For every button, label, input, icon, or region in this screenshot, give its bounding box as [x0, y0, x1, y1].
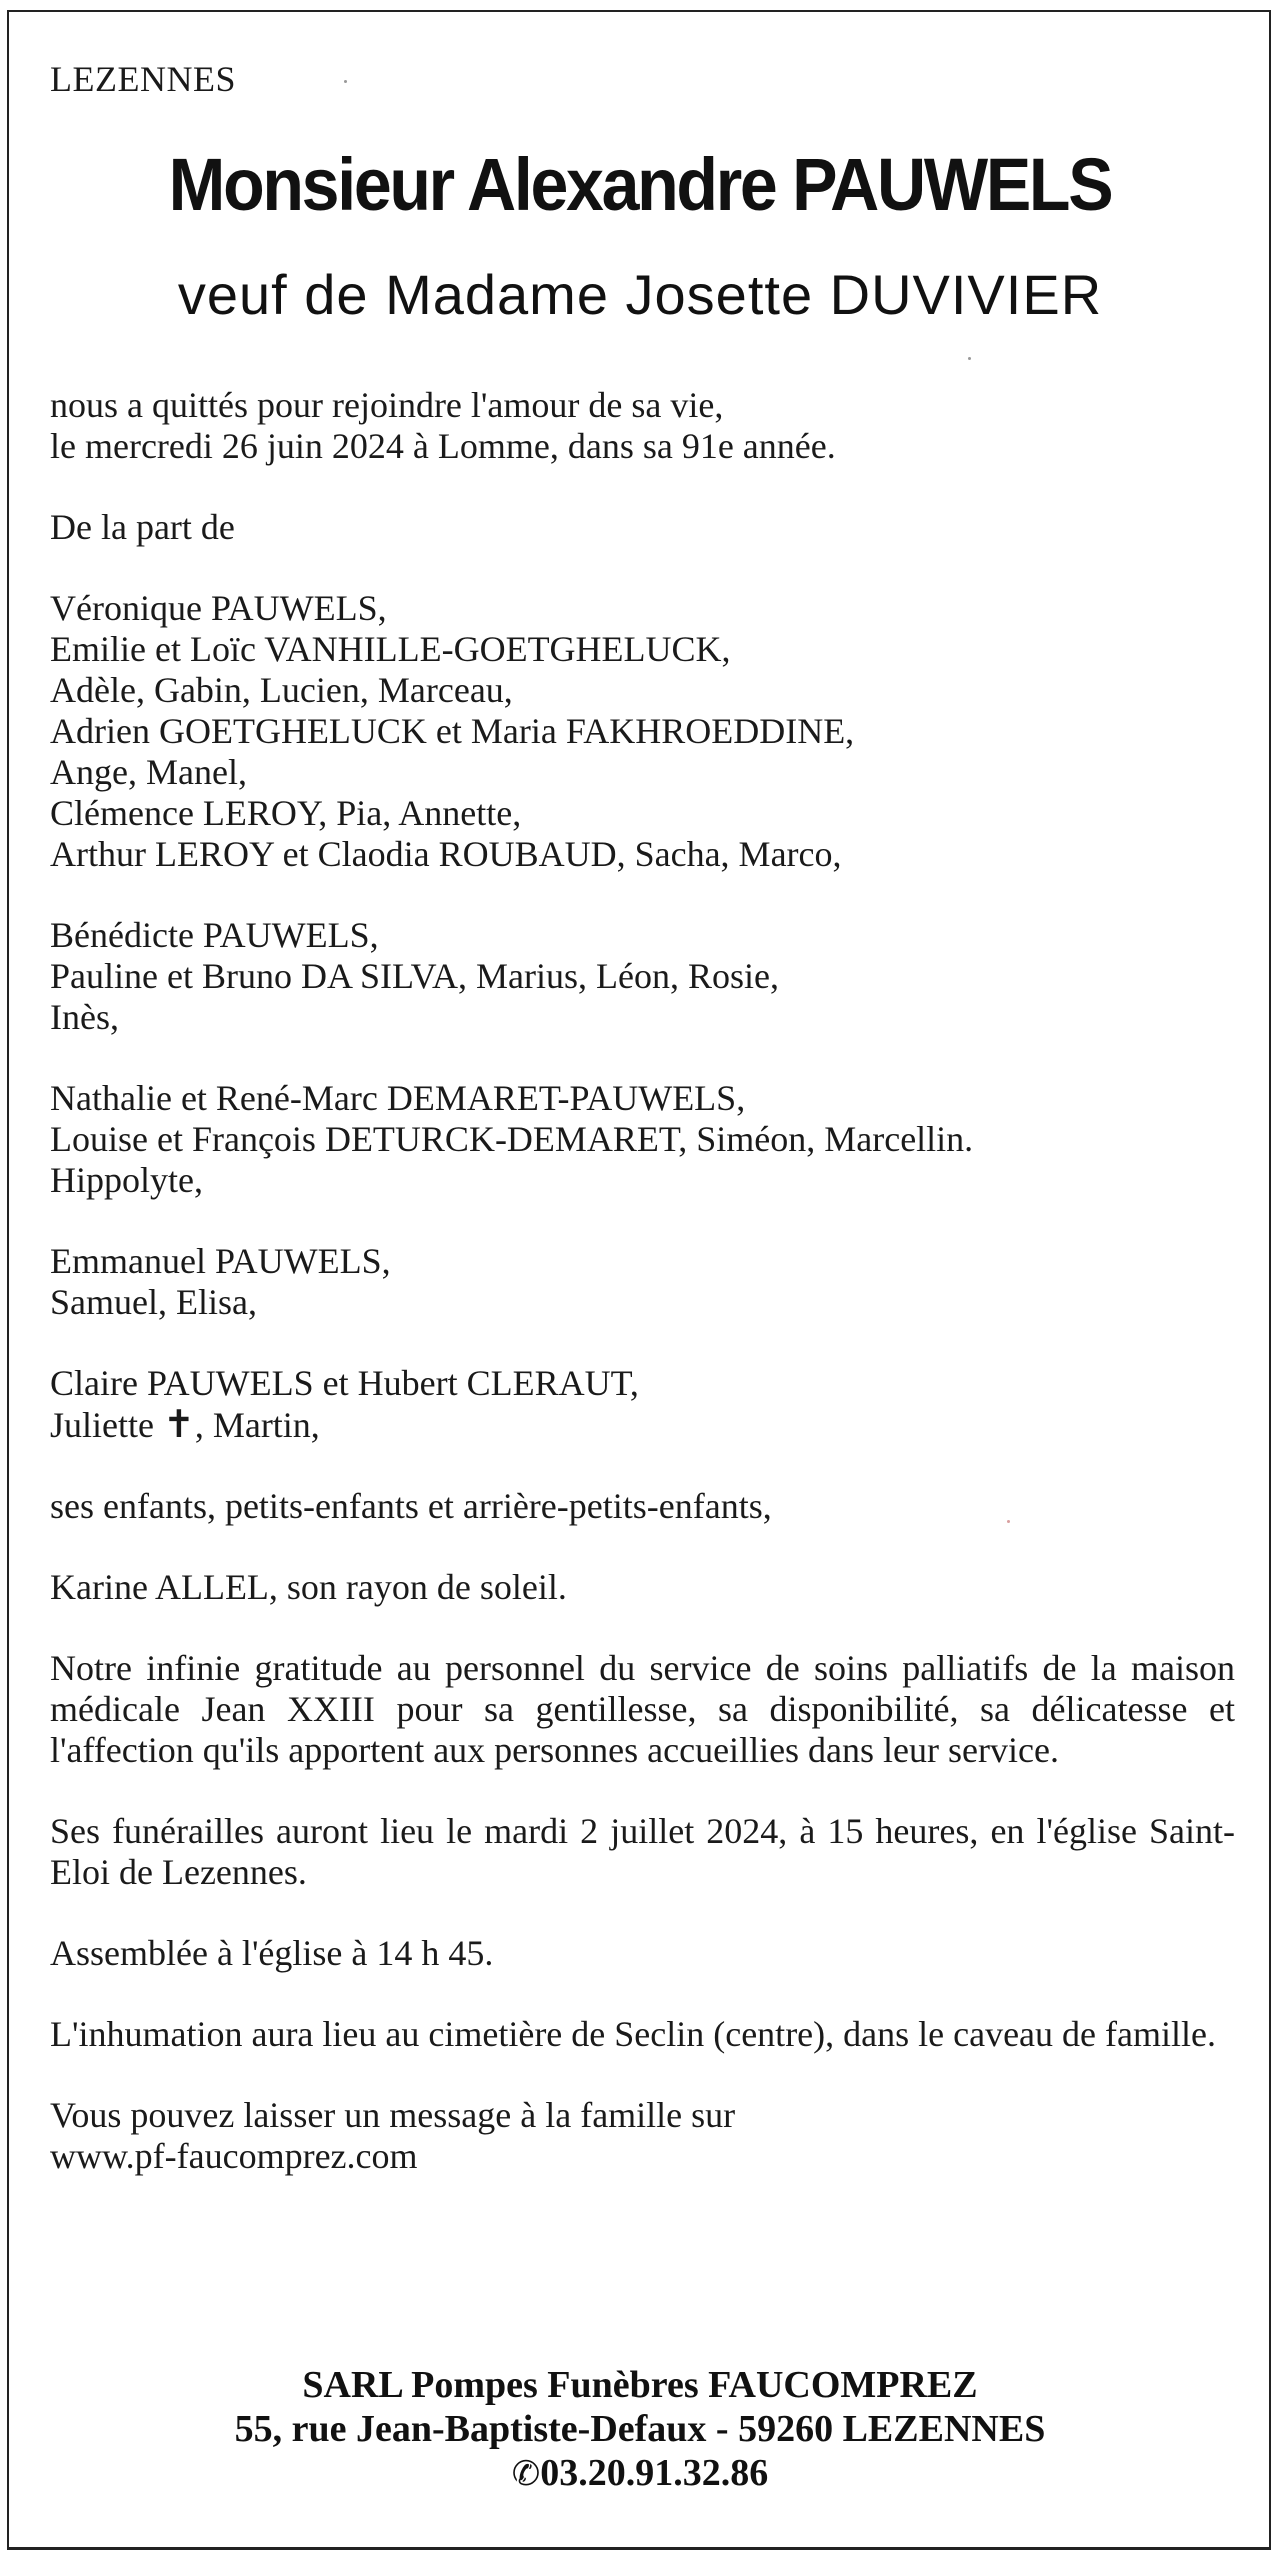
scan-speck: [1007, 1520, 1010, 1523]
website-link[interactable]: www.pf-faucomprez.com: [50, 2136, 418, 2176]
funeral-paragraph: [50, 1811, 1235, 1893]
company-address: 55, rue Jean-Baptiste-Defaux - 59260 LEZENNES: [234, 2408, 1046, 2450]
family-line: Hippolyte,: [50, 1160, 203, 1200]
assembly-paragraph: [50, 1933, 1235, 1974]
family-line: Claire PAUWELS et Hubert CLERAUT,: [50, 1363, 639, 1403]
announcement-line: nous a quittés pour rejoindre l'amour de sa vie,: [50, 385, 724, 425]
cross-icon: ✝: [162, 1402, 195, 1446]
announcement: [50, 385, 1235, 467]
relation-text: ses enfants, petits-enfants et arrière-petits-enfants,: [50, 1486, 772, 1526]
gratitude-paragraph: [50, 1648, 1235, 1771]
family-line: Véronique PAUWELS,: [50, 588, 387, 628]
family-line: Adrien GOETGHELUCK et Maria FAKHROEDDINE,: [50, 711, 855, 751]
family-line: Adèle, Gabin, Lucien, Marceau,: [50, 670, 513, 710]
family-line: Emilie et Loïc VANHILLE-GOETGHELUCK,: [50, 629, 731, 669]
special-mention-text: Karine ALLEL, son rayon de soleil.: [50, 1567, 567, 1607]
family-group-1: [50, 588, 1235, 875]
family-line: Inès,: [50, 997, 119, 1037]
family-group-3: [50, 1078, 1235, 1201]
family-line: Louise et François DETURCK-DEMARET, Siméon, Marcellin.: [50, 1119, 974, 1159]
burial-text: L'inhumation aura lieu au cimetière de Seclin (centre), dans le caveau de famille.: [50, 2014, 1216, 2054]
funeral-text: Ses funérailles auront lieu le mardi 2 juillet 2024, à 15 heures, en l'église Saint-Eloi de Lezennes.: [50, 1811, 1235, 1892]
scan-speck: [344, 80, 347, 83]
phone-number: 03.20.91.32.86: [540, 2452, 769, 2494]
assembly-text: Assemblée à l'église à 14 h 45.: [50, 1933, 494, 1973]
from-label-text: De la part de: [50, 507, 235, 547]
family-line: Nathalie et René-Marc DEMARET-PAUWELS,: [50, 1078, 746, 1118]
family-line: Emmanuel PAUWELS,: [50, 1241, 391, 1281]
family-line: Clémence LEROY, Pia, Annette,: [50, 793, 522, 833]
family-name: , Martin,: [194, 1405, 320, 1445]
gratitude-text: Notre infinie gratitude au personnel du service de soins palliatifs de la maison médicale Jean XXIII pour sa gentillesse, sa disponibilité, sa délicatesse et l'affection qu'ils apportent aux personnes accueillies dans leur service.: [50, 1648, 1235, 1770]
family-line-with-cross: [50, 1404, 1235, 1446]
phone-line: [0, 2451, 1280, 2496]
from-label: [50, 507, 1235, 548]
relation-line: [50, 1486, 1235, 1527]
family-name: Juliette: [50, 1405, 163, 1445]
family-line: Ange, Manel,: [50, 752, 247, 792]
family-line: Arthur LEROY et Claodia ROUBAUD, Sacha, Marco,: [50, 834, 842, 874]
deceased-name: Monsieur Alexandre PAUWELS: [168, 143, 1112, 226]
obituary-body: [50, 385, 1235, 2177]
family-group-5: [50, 1363, 1235, 1446]
scan-speck: [968, 357, 971, 360]
special-mention: [50, 1567, 1235, 1608]
phone-icon: ✆: [511, 2454, 541, 2494]
family-group-2: [50, 915, 1235, 1038]
spouse-line: veuf de Madame Josette DUVIVIER: [177, 263, 1103, 326]
company-name: SARL Pompes Funèbres FAUCOMPREZ: [302, 2364, 978, 2406]
town-name: LEZENNES: [50, 59, 236, 99]
family-group-4: [50, 1241, 1235, 1323]
burial-paragraph: [50, 2014, 1235, 2055]
message-paragraph: [50, 2095, 1235, 2177]
family-line: Pauline et Bruno DA SILVA, Marius, Léon, Rosie,: [50, 956, 779, 996]
message-line: Vous pouvez laisser un message à la famille sur: [50, 2095, 736, 2135]
announcement-line: le mercredi 26 juin 2024 à Lomme, dans sa 91e année.: [50, 426, 836, 466]
funeral-home-footer: [0, 2363, 1280, 2496]
family-line: Bénédicte PAUWELS,: [50, 915, 379, 955]
family-line: Samuel, Elisa,: [50, 1282, 257, 1322]
